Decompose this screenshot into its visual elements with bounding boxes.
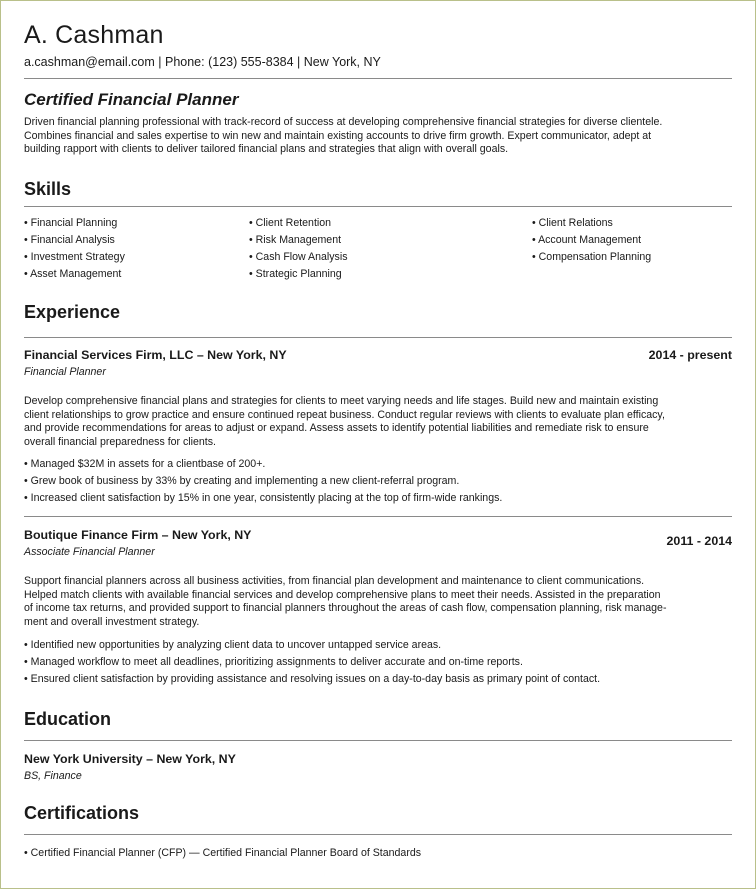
experience-heading: Experience xyxy=(24,302,121,322)
job-description xyxy=(24,395,732,449)
summary-line: Combines financial and sales expertise to win new and maintain existing accounts to drive firm growth. Expert communicator, adept at xyxy=(24,129,652,142)
candidate-name: A. Cashman xyxy=(24,21,164,49)
summary-line: Driven financial planning professional with track-record of success at developing comprehensive financial strategies for diverse clientele. xyxy=(24,116,663,128)
job-description-line: and provide recommendations for areas to adjust or expand. Assess assets to identify potential liabilities and remediate risk to ensure xyxy=(24,422,649,435)
job-employer: Boutique Finance Firm – New York, NY xyxy=(24,528,252,542)
summary-line: building rapport with clients to deliver tailored financial plans and strategies that align with overall goals. xyxy=(24,143,509,156)
job-description-line: Helped match clients with available financial services and develop comprehensive plans to meet their needs. Assisted in the preparation xyxy=(24,588,661,601)
job-role: Financial Planner xyxy=(24,366,106,378)
certifications-divider xyxy=(24,834,732,835)
degree: BS, Finance xyxy=(24,770,82,782)
contact-line: a.cashman@email.com | Phone: (123) 555-8384 | New York, NY xyxy=(24,55,381,69)
skills-column-1 xyxy=(24,217,125,285)
achievement-item: • Increased client satisfaction by 15% in one year, consistently placing at the top of firm-wide rankings. xyxy=(24,492,503,504)
achievement-item: • Managed $32M in assets for a clientbase of 200+. xyxy=(24,458,266,470)
certifications-list xyxy=(24,847,732,864)
skill-item: • Asset Management xyxy=(24,268,122,280)
skill-item: • Cash Flow Analysis xyxy=(249,251,348,263)
skill-item: • Strategic Planning xyxy=(249,268,342,280)
professional-headline: Certified Financial Planner xyxy=(24,90,239,109)
job-divider xyxy=(24,516,732,517)
job-employer: Financial Services Firm, LLC – New York, NY xyxy=(24,348,287,362)
job-achievements xyxy=(24,458,732,509)
certification-item: • Certified Financial Planner (CFP) — Certified Financial Planner Board of Standards xyxy=(24,847,422,859)
job-role: Associate Financial Planner xyxy=(24,546,155,558)
job-achievements xyxy=(24,639,732,690)
job-description-line: client relationships to grow practice and ensure continued repeat business. Conduct regular reviews with clients to evaluate plan efficacy, xyxy=(24,408,665,421)
summary-paragraph xyxy=(24,116,732,157)
skills-column-3 xyxy=(532,217,651,268)
skills-column-2 xyxy=(249,217,348,285)
skill-item: • Financial Planning xyxy=(24,217,118,229)
skills-heading: Skills xyxy=(24,179,72,199)
skill-item: • Financial Analysis xyxy=(24,234,115,246)
header-divider xyxy=(24,78,732,79)
education-heading: Education xyxy=(24,709,112,729)
job-description-line: overall financial preparedness for clients. xyxy=(24,435,216,448)
skills-divider xyxy=(24,206,732,207)
skill-item: • Account Management xyxy=(532,234,642,246)
education-header xyxy=(24,752,732,770)
job-dates: 2011 - 2014 xyxy=(666,534,732,548)
education-entry xyxy=(24,752,732,783)
experience-divider xyxy=(24,337,732,338)
job-description-line: of income tax returns, and provided support to financial planners throughout the areas of cash flow, compensation planning, risk manage- xyxy=(24,602,667,615)
education-divider xyxy=(24,740,732,741)
job-entry xyxy=(24,528,732,559)
job-description-line: Support financial planners across all business activities, from financial plan development and maintenance to client communications. xyxy=(24,575,645,587)
school-name: New York University – New York, NY xyxy=(24,752,236,766)
skill-item: • Client Retention xyxy=(249,217,332,229)
achievement-item: • Managed workflow to meet all deadlines, prioritizing assignments to deliver accurate and on-time reports. xyxy=(24,656,523,668)
skills-list xyxy=(24,217,732,287)
achievement-item: • Ensured client satisfaction by providing assistance and resolving issues on a day-to-day basis as primary point of contact. xyxy=(24,673,601,685)
job-entry xyxy=(24,348,732,379)
achievement-item: • Grew book of business by 33% by creating and implementing a new client-referral program. xyxy=(24,475,460,487)
skill-item: • Client Relations xyxy=(532,217,613,229)
job-header xyxy=(24,348,732,366)
certifications-heading: Certifications xyxy=(24,803,140,823)
skill-item: • Investment Strategy xyxy=(24,251,125,263)
skill-item: • Risk Management xyxy=(249,234,342,246)
skill-item: • Compensation Planning xyxy=(532,251,652,263)
job-dates: 2014 - present xyxy=(648,348,732,362)
job-description-line: Develop comprehensive financial plans and strategies for clients to meet varying needs and life stages. Build new and maintain existing xyxy=(24,395,659,407)
job-header xyxy=(24,528,732,546)
job-description-line: ment and overall investment strategy. xyxy=(24,615,200,628)
job-description xyxy=(24,575,732,629)
achievement-item: • Identified new opportunities by analyzing client data to uncover untapped service areas. xyxy=(24,639,442,651)
